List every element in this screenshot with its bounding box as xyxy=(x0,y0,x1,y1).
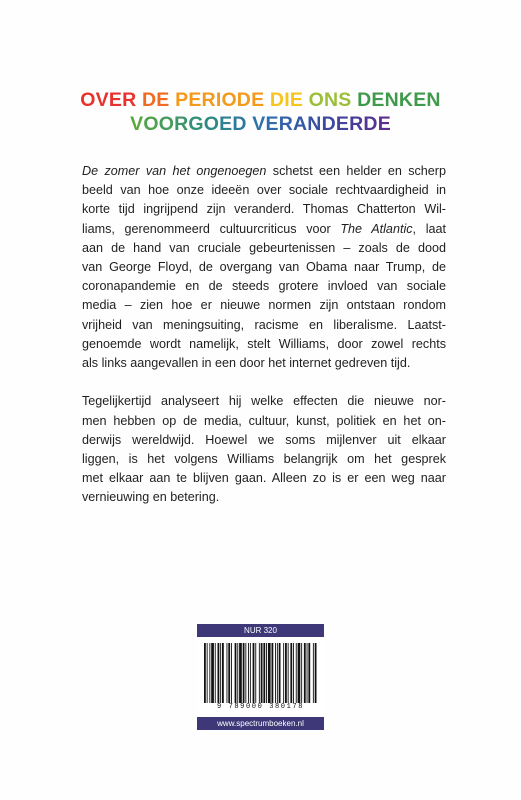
headline-word: VOORGOED xyxy=(130,113,247,135)
text-run: liggen, is het volgens Williams belangrijk om het gesprek xyxy=(82,452,446,467)
blurb-line xyxy=(82,488,446,507)
blurb-line xyxy=(82,335,446,354)
text-run: genoemde wordt namelijk, stelt Williams, door zowel rechts xyxy=(82,336,446,351)
barcode-bar xyxy=(307,643,308,703)
text-run: , laat xyxy=(412,221,446,236)
cover-headline xyxy=(0,88,521,136)
blurb-text xyxy=(82,162,446,508)
blurb-line xyxy=(82,277,446,296)
barcode-bars xyxy=(204,643,317,703)
barcode-bar xyxy=(283,643,284,703)
barcode-bar xyxy=(268,643,271,703)
text-run: coronapandemie en de steeds grotere invloed van sociale xyxy=(82,279,446,294)
barcode-bar xyxy=(315,643,317,703)
blurb-line xyxy=(82,354,446,373)
headline-word: DENKEN xyxy=(357,89,441,111)
blurb-line xyxy=(82,200,446,219)
barcode-bar xyxy=(215,643,216,703)
headline-word: DIE xyxy=(269,89,304,111)
barcode-bar xyxy=(313,643,314,703)
blurb-line xyxy=(82,431,446,450)
blurb-line xyxy=(82,469,446,488)
text-run: Tegelijkertijd analyseert hij welke effecten die nieuwe nor- xyxy=(82,394,446,409)
text-run: schetst een helder en scherp xyxy=(266,164,446,178)
isbn-number: 9 789000 380178 xyxy=(216,703,304,711)
barcode-bar xyxy=(211,643,214,703)
headline-word: DE xyxy=(142,89,170,111)
barcode-bar xyxy=(248,643,249,703)
blurb-line xyxy=(82,258,446,277)
barcode-bar xyxy=(272,643,274,703)
text-run: derwijs wereldwijd. Hoewel we soms mijlenver uit elkaar xyxy=(82,432,446,447)
barcode-bar xyxy=(204,643,206,703)
text-run: van George Floyd, de overgang van Obama naar Trump, de xyxy=(82,260,446,275)
headline-word: PERIODE xyxy=(175,89,265,111)
barcode-bar xyxy=(209,643,210,703)
barcode-bar xyxy=(255,643,256,703)
barcode-bar xyxy=(261,643,263,703)
barcode-bar xyxy=(220,643,221,703)
text-run: liams, gerenommeerd cultuurcriticus voor xyxy=(82,221,341,236)
blurb-line xyxy=(82,239,446,258)
text-run: aan de hand van cruciale gebeurtenissen – zoals de dood xyxy=(82,240,446,255)
text-run: beeld van hoe onze ideeën over sociale rechtvaardigheid in xyxy=(82,183,446,198)
barcode-bar xyxy=(245,643,246,703)
nur-code-label: NUR 320 xyxy=(197,624,324,637)
blurb-paragraph-1 xyxy=(82,162,446,373)
text-run: men hebben op de media, cultuur, kunst, politiek en het on- xyxy=(82,413,446,428)
barcode-bar xyxy=(275,643,276,703)
blurb-line xyxy=(82,162,446,181)
blurb-line xyxy=(82,316,446,335)
blurb-line xyxy=(82,296,446,315)
barcode-bar xyxy=(222,643,224,703)
headline-word: VERANDERDE xyxy=(252,113,391,135)
barcode-bar xyxy=(259,643,260,703)
headline-line-1 xyxy=(0,88,521,112)
text-run: korte tijd ingrijpend zijn veranderd. Thomas Chatterton Wil- xyxy=(82,202,446,217)
barcode-bar xyxy=(231,643,232,703)
publisher-url: www.spectrumboeken.nl xyxy=(197,717,324,730)
barcode-bar xyxy=(253,643,255,703)
barcode-bar xyxy=(308,643,310,703)
barcode-bar xyxy=(290,643,292,703)
barcode-bar xyxy=(218,643,220,703)
text-run: vernieuwing en betering. xyxy=(82,490,220,505)
barcode-bar xyxy=(296,643,297,703)
barcode-bar xyxy=(239,643,242,703)
text-run: vrijheid van meningsuiting, racisme en liberalisme. Laatst- xyxy=(82,317,446,332)
barcode-bar xyxy=(285,643,287,703)
barcode-bar xyxy=(227,643,228,703)
barcode-bar xyxy=(301,643,302,703)
barcode-bar xyxy=(237,643,238,703)
barcode-bar xyxy=(288,643,289,703)
barcode-bar xyxy=(293,643,294,703)
headline-word: OVER xyxy=(80,89,137,111)
italic-title: De zomer van het ongenoegen xyxy=(82,164,267,178)
blurb-line xyxy=(82,220,446,239)
blurb-line xyxy=(82,450,446,469)
barcode-bar xyxy=(298,643,301,703)
barcode-bar xyxy=(250,643,251,703)
barcode-bar xyxy=(207,643,208,703)
text-run: media – zien hoe er nieuwe normen zijn ontstaan rondom xyxy=(82,298,446,313)
barcode-bar xyxy=(277,643,278,703)
barcode-bar xyxy=(235,643,237,703)
text-run: als links aangevallen in een door het internet gedreven tijd. xyxy=(82,356,411,371)
barcode-bar xyxy=(304,643,306,703)
italic-title: The Atlantic xyxy=(340,221,413,236)
barcode-bar xyxy=(228,643,230,703)
blurb-line xyxy=(82,181,446,200)
text-run: met elkaar aan te blijven gaan. Alleen zo is er een weg naar xyxy=(82,471,446,486)
blurb-paragraph-2 xyxy=(82,392,446,507)
barcode-bar xyxy=(263,643,265,703)
barcode-bar xyxy=(243,643,245,703)
headline-line-2 xyxy=(0,112,521,136)
headline-word: ONS xyxy=(308,89,352,111)
blurb-line xyxy=(82,412,446,431)
blurb-line xyxy=(82,392,446,411)
isbn-barcode xyxy=(197,639,324,715)
barcode-bar xyxy=(266,643,267,703)
barcode-bar xyxy=(279,643,281,703)
